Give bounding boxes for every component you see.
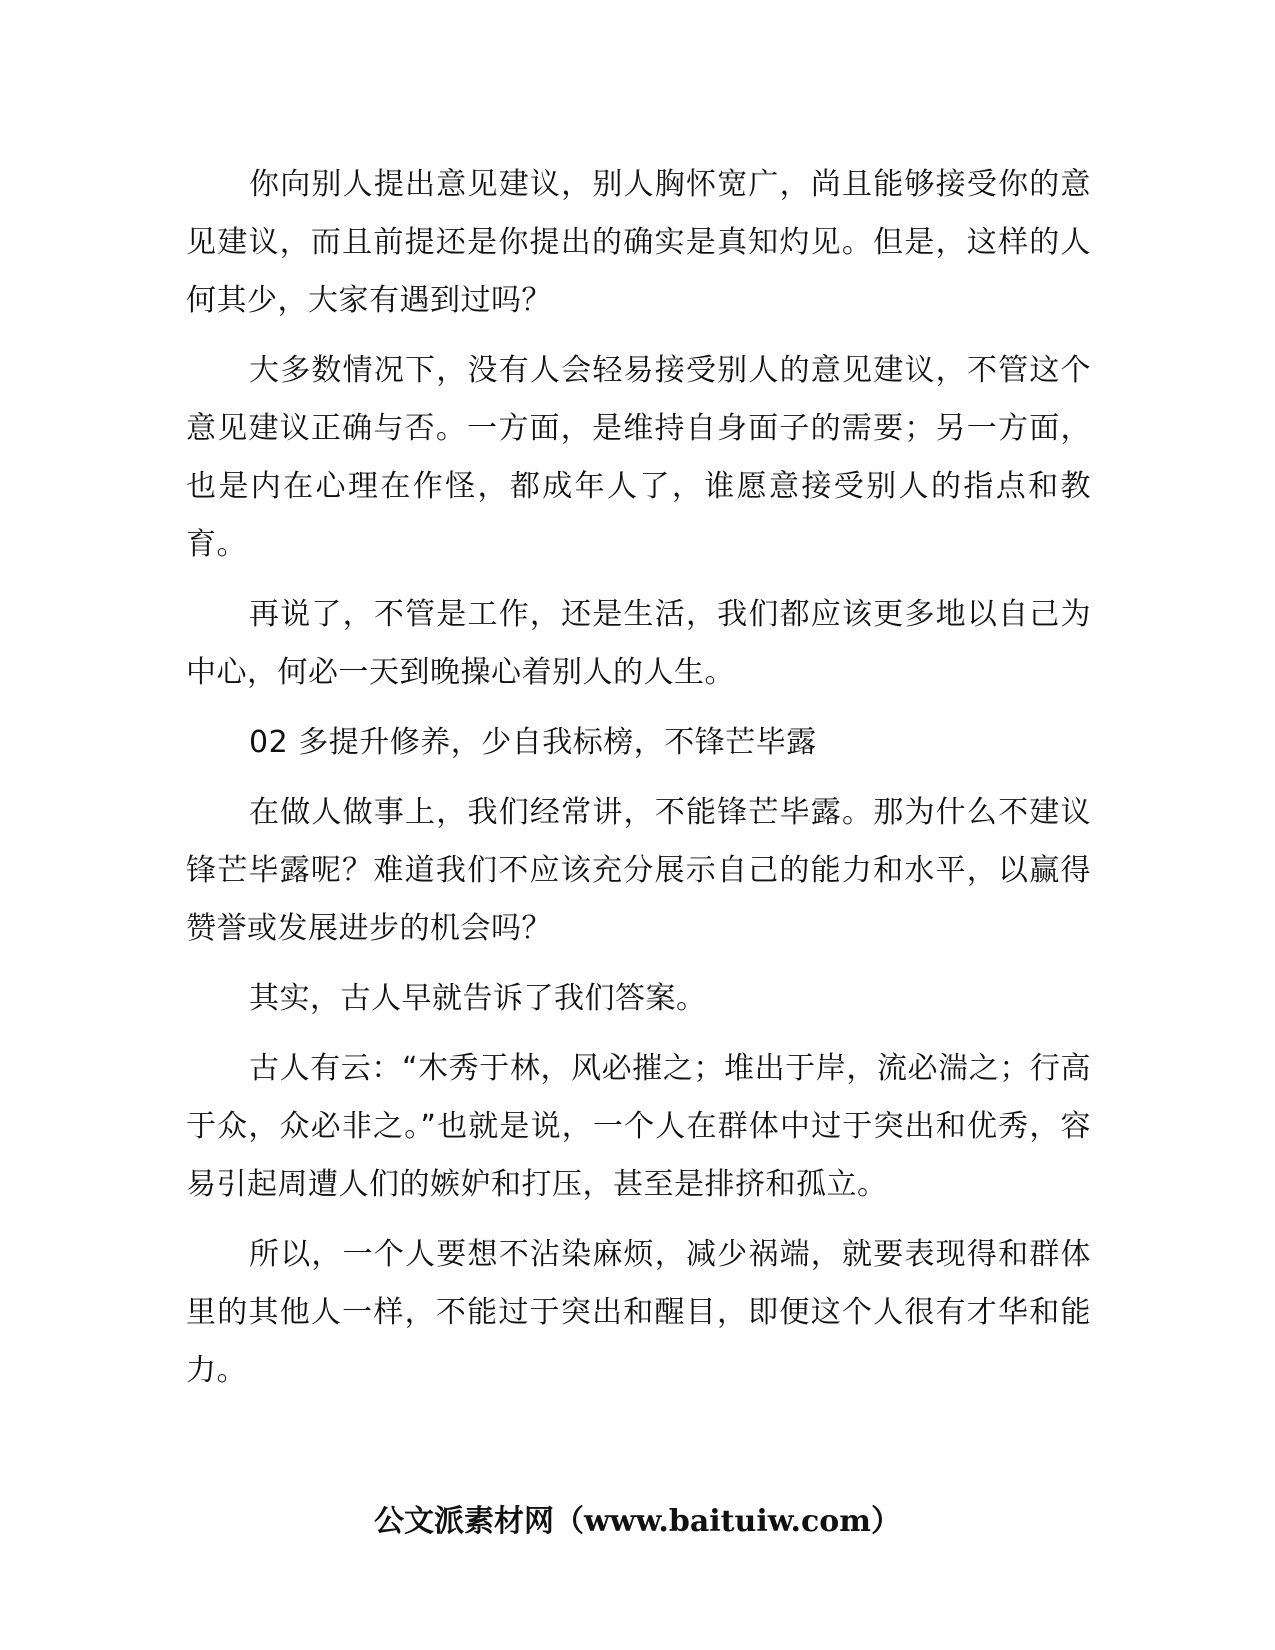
section-heading: 02 多提升修养，少自我标榜，不锋芒毕露: [249, 725, 817, 760]
paragraph-2: 大多数情况下，没有人会轻易接受别人的意见建议，不管这个意见建议正确与否。一方面，是维持自身面子的需要；另一方面，也是内在心理在作怪，都成年人了，谁愿意接受别人的指点和教育。: [186, 353, 1091, 562]
paragraph-7: 所以，一个人要想不沾染麻烦，减少祸端，就要表现得和群体里的其他人一样，不能过于突出和醒目，即便这个人很有才华和能力。: [186, 1237, 1091, 1388]
paragraph-1: 你向别人提出意见建议，别人胸怀宽广，尚且能够接受你的意见建议，而且前提还是你提出的确实是真知灼见。但是，这样的人何其少，大家有遇到过吗？: [186, 167, 1091, 318]
paragraph-5: 其实，古人早就告诉了我们答案。: [249, 981, 707, 1016]
document-body: [186, 156, 1091, 1412]
paragraph-4: 在做人做事上，我们经常讲，不能锋芒毕露。那为什么不建议锋芒毕露呢？难道我们不应该充分展示自己的能力和水平，以赢得赞誉或发展进步的机会吗？: [186, 795, 1091, 946]
page-footer: 公文派素材网（www.baituiw.com）: [373, 1504, 902, 1539]
paragraph-6: 古人有云：“木秀于林，风必摧之；堆出于岸，流必湍之；行高于众，众必非之。”也就是说，一个人在群体中过于突出和优秀，容易引起周遭人们的嫉妒和打压，甚至是排挤和孤立。: [186, 1051, 1091, 1202]
paragraph-3: 再说了，不管是工作，还是生活，我们都应该更多地以自己为中心，何必一天到晚操心着别人的人生。: [186, 597, 1091, 690]
